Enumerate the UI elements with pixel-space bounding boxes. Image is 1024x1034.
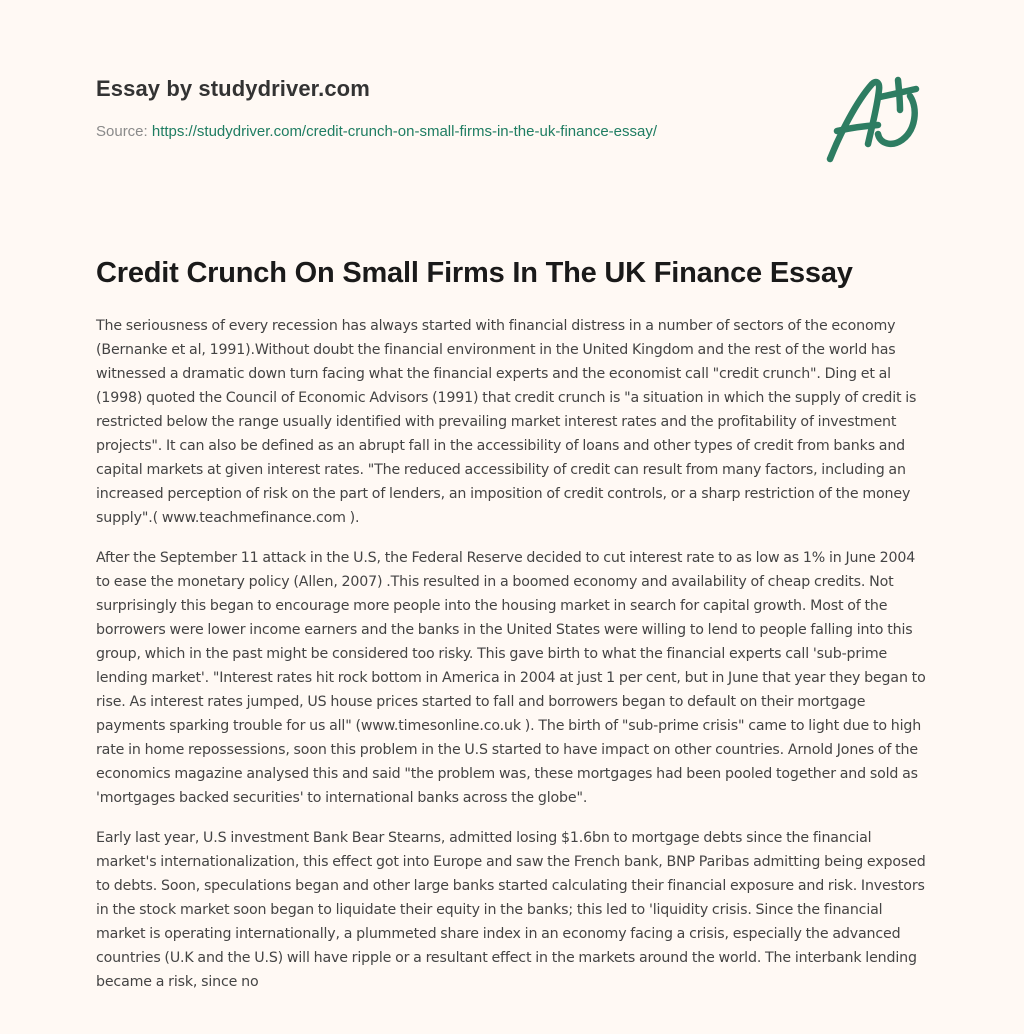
article-body: [96, 314, 932, 1010]
paragraph: Early last year, U.S investment Bank Bear Stearns, admitted losing $1.6bn to mortgage debts since the financial market's internationalization, this effect got into Europe and saw the French bank, BNP Paribas admitting being exposed to debts. Soon, speculations began and other large banks started calculating their financial exposure and risk. Investors in the stock market soon began to liquidate their equity in the banks; this led to 'liquidity crisis. Since the financial market is operating internationally, a plummeted share index in an economy facing a crisis, especially the advanced countries (U.K and the U.S) will have ripple or a resultant effect in the markets around the world. The interbank lending became a risk, since no: [96, 830, 926, 990]
paragraph: The seriousness of every recession has always started with financial distress in a number of sectors of the economy (Bernanke et al, 1991).Without doubt the financial environment in the United Kingdom and the rest of the world has witnessed a dramatic down turn facing what the financial experts and the economist call "credit crunch". Ding et al (1998) quoted the Council of Economic Advisors (1991) that credit crunch is "a situation in which the supply of credit is restricted below the range usually identified with prevailing market interest rates and the profitability of investment projects". It can also be defined as an abrupt fall in the accessibility of loans and other types of credit from banks and capital markets at given interest rates. "The reduced accessibility of credit can result from many factors, including an increased perception of risk on the part of lenders, an imposition of credit controls, or a sharp restriction of the money supply".( www.teachmefinance.com ).: [96, 318, 917, 526]
page-header: [96, 74, 796, 142]
a-plus-grade-icon: [820, 64, 930, 164]
article-title: Credit Crunch On Small Firms In The UK Finance Essay: [96, 257, 853, 289]
paragraph: After the September 11 attack in the U.S, the Federal Reserve decided to cut interest rate to as low as 1% in June 2004 to ease the monetary policy (Allen, 2007) .This resulted in a boomed economy and availability of cheap credits. Not surprisingly this began to encourage more people into the housing market in search for capital growth. Most of the borrowers were lower income earners and the banks in the United States were willing to lend to people falling into this group, which in the past might be considered too risky. This gave birth to what the financial experts call 'sub-prime lending market'. "Interest rates hit rock bottom in America in 2004 at just 1 per cent, but in June that year they began to rise. As interest rates jumped, US house prices started to fall and borrowers began to default on their mortgage payments sparking trouble for us all" (www.timesonline.co.uk ). The birth of "sub-prime crisis" came to light due to high rate in home repossessions, soon this problem in the U.S started to have impact on other countries. Arnold Jones of the economics magazine analysed this and said "the problem was, these mortgages had been pooled together and sold as 'mortgages backed securities' to international banks across the globe".: [96, 550, 926, 806]
site-title: Essay by studydriver.com: [96, 76, 370, 101]
source-label: Source:: [96, 123, 148, 140]
source-line: [96, 122, 796, 142]
source-link[interactable]: https://studydriver.com/credit-crunch-on-small-firms-in-the-uk-finance-essay/: [151, 123, 658, 140]
